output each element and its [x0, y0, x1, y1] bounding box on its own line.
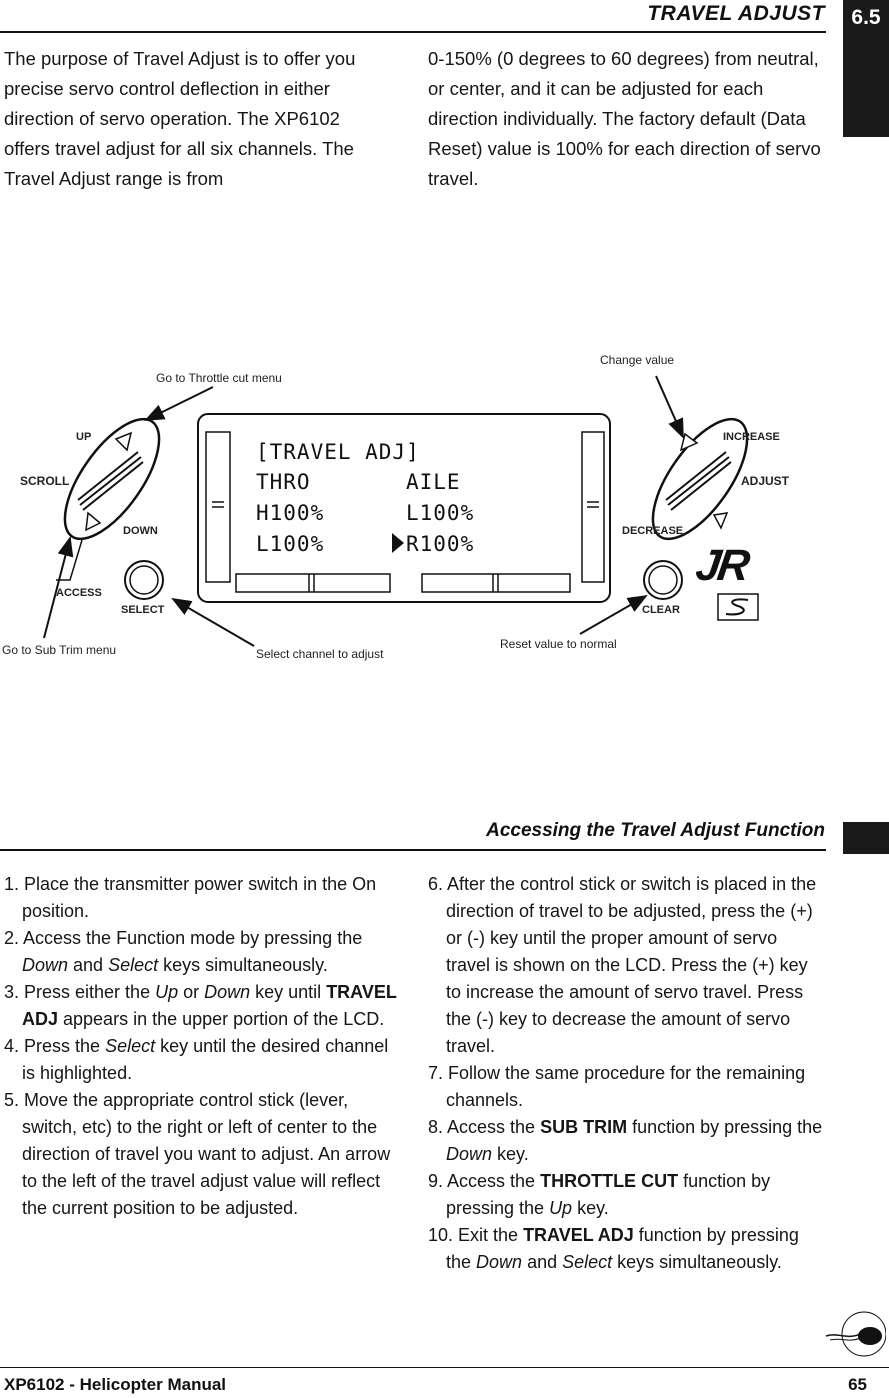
decrease-key-label: DECREASE: [622, 525, 684, 537]
step-keyword: TRAVEL ADJ: [22, 982, 397, 1029]
throttle-cut-callout: Go to Throttle cut menu: [156, 371, 282, 385]
step-item: [428, 1060, 823, 1114]
badge-icon: [718, 594, 758, 620]
step-number: 3.: [4, 982, 25, 1002]
step-number: 1.: [4, 874, 25, 894]
lcd-line-title: [TRAVEL ADJ]: [256, 440, 420, 464]
subsection-title: Accessing the Travel Adjust Function: [486, 820, 825, 841]
jr-logo-icon: [693, 541, 753, 590]
manual-title: XP6102 - Helicopter Manual: [4, 1375, 227, 1394]
step-number: 7.: [428, 1063, 449, 1083]
left-horizontal-trim: [236, 574, 390, 592]
step-text: function by pressing the: [627, 1117, 823, 1137]
step-text: Access the: [447, 1171, 541, 1191]
step-item: [428, 1168, 823, 1222]
step-number: 10.: [428, 1225, 459, 1245]
step-text: Move the appropriate control stick (lever, switch, etc) to the right or left of center to the direction of travel you want to adjust. An arrow to the left of the travel adjust value will reflect the current position to be adjusted.: [22, 1090, 391, 1218]
step-key-name: Up: [549, 1198, 573, 1218]
intro-right-column: [428, 44, 823, 194]
section-title: TRAVEL ADJUST: [647, 2, 825, 25]
step-text: appears in the upper portion of the LCD.: [58, 1009, 385, 1029]
step-key-name: Down: [204, 982, 251, 1002]
subsection-tab: [843, 822, 889, 854]
step-key-name: Up: [155, 982, 179, 1002]
step-text: key.: [492, 1144, 529, 1164]
step-item: [428, 1222, 823, 1276]
step-text: Follow the same procedure for the remaining channels.: [446, 1063, 806, 1110]
lcd-value-l-right: L100%: [406, 501, 475, 525]
select-channel-arrow: [173, 599, 254, 646]
step-text: After the control stick or switch is placed in the direction of travel to be adjusted, press the (+) or (-) key until the proper amount of servo travel is shown on the LCD. Press the (+) key to increase the amount of servo travel. Press the (-) key to decrease the amount of servo travel.: [446, 874, 817, 1056]
step-item: [4, 1087, 399, 1222]
step-item: [4, 925, 399, 979]
step-text: or: [178, 982, 205, 1002]
down-key-label: DOWN: [123, 525, 158, 537]
step-item: [428, 1114, 823, 1168]
step-keyword: SUB TRIM: [540, 1117, 628, 1137]
step-number: 9.: [428, 1171, 448, 1191]
lcd-channel-right: AILE: [406, 470, 461, 494]
step-text: Access the Function mode by pressing the: [23, 928, 363, 948]
right-horizontal-trim: [422, 574, 570, 592]
step-key-name: Select: [108, 955, 159, 975]
clear-key-label: CLEAR: [642, 604, 680, 616]
lcd-value-h: H100%: [256, 501, 325, 525]
step-key-name: Select: [105, 1036, 156, 1056]
step-text: key until: [250, 982, 327, 1002]
step-text: key until the desired channel is highlighted.: [22, 1036, 389, 1083]
subsection-rule: [0, 849, 826, 851]
step-text: and: [522, 1252, 563, 1272]
access-label: ACCESS: [56, 587, 102, 599]
section-tab: [843, 0, 889, 137]
adjust-key-label: ADJUST: [741, 474, 790, 488]
page-number: 65: [848, 1375, 867, 1394]
step-number: 8.: [428, 1117, 448, 1137]
step-number: 4.: [4, 1036, 25, 1056]
increase-key-label: INCREASE: [723, 431, 780, 443]
svg-text:JR: JR: [692, 541, 750, 590]
step-number: 6.: [428, 874, 448, 894]
step-keyword: TRAVEL ADJ: [523, 1225, 634, 1245]
step-text: Press either the: [24, 982, 156, 1002]
step-keyword: THROTTLE CUT: [540, 1171, 679, 1191]
step-key-name: Select: [562, 1252, 613, 1272]
decrease-arrow-icon: [714, 513, 727, 528]
reset-value-callout: Reset value to normal: [500, 637, 617, 651]
step-item: [4, 979, 399, 1033]
select-key: [125, 561, 163, 599]
scroll-key-label: SCROLL: [20, 474, 70, 488]
step-number: 5.: [4, 1090, 25, 1110]
step-text: and: [68, 955, 109, 975]
step-key-name: Down: [476, 1252, 523, 1272]
lcd-value-r: R100%: [406, 532, 475, 556]
lcd-cursor-arrow-icon: [392, 533, 404, 553]
step-item: [4, 871, 399, 925]
intro-right-text: 0-150% (0 degrees to 60 degrees) from neutral, or center, and it can be adjusted for each direction individually. The factory default (Data Reset) value is 100% for each direction of servo travel.: [428, 48, 821, 189]
step-text: function by pressing the: [446, 1171, 771, 1218]
step-number: 2.: [4, 928, 24, 948]
change-value-callout: Change value: [600, 353, 675, 367]
step-text: keys simultaneously.: [158, 955, 328, 975]
step-text: keys simultaneously.: [612, 1252, 782, 1272]
change-value-arrow: [656, 376, 683, 437]
step-text: Press the: [24, 1036, 106, 1056]
section-number: 6.5: [851, 6, 881, 29]
intro-left-text: The purpose of Travel Adjust is to offer you precise servo control deflection in either direction of servo operation. The XP6102 offers travel adjust for all six channels. The Travel Adjust range is from: [4, 48, 356, 189]
lcd-channel-left: THRO: [256, 470, 311, 494]
step-item: [4, 1033, 399, 1087]
decorative-emblem-icon: [820, 1306, 886, 1366]
steps-right-column: [428, 871, 823, 1276]
step-key-name: Down: [446, 1144, 493, 1164]
step-key-name: Down: [22, 955, 69, 975]
select-channel-callout: Select channel to adjust: [256, 647, 384, 661]
up-key-label: UP: [76, 431, 92, 443]
intro-left-column: [4, 44, 384, 194]
sub-trim-callout: Go to Sub Trim menu: [2, 643, 117, 657]
step-text: function by pressing the: [446, 1225, 799, 1272]
footer-rule: [0, 1367, 889, 1368]
step-item: [428, 871, 823, 1060]
clear-key: [644, 561, 682, 599]
step-text: key.: [572, 1198, 609, 1218]
header-rule: [0, 31, 826, 33]
step-text: Access the: [447, 1117, 541, 1137]
select-key-label: SELECT: [121, 604, 165, 616]
step-text: Exit the: [458, 1225, 524, 1245]
steps-left-column: [4, 871, 399, 1222]
lcd-value-l-left: L100%: [256, 532, 325, 556]
step-text: Place the transmitter power switch in the On position.: [22, 874, 377, 921]
